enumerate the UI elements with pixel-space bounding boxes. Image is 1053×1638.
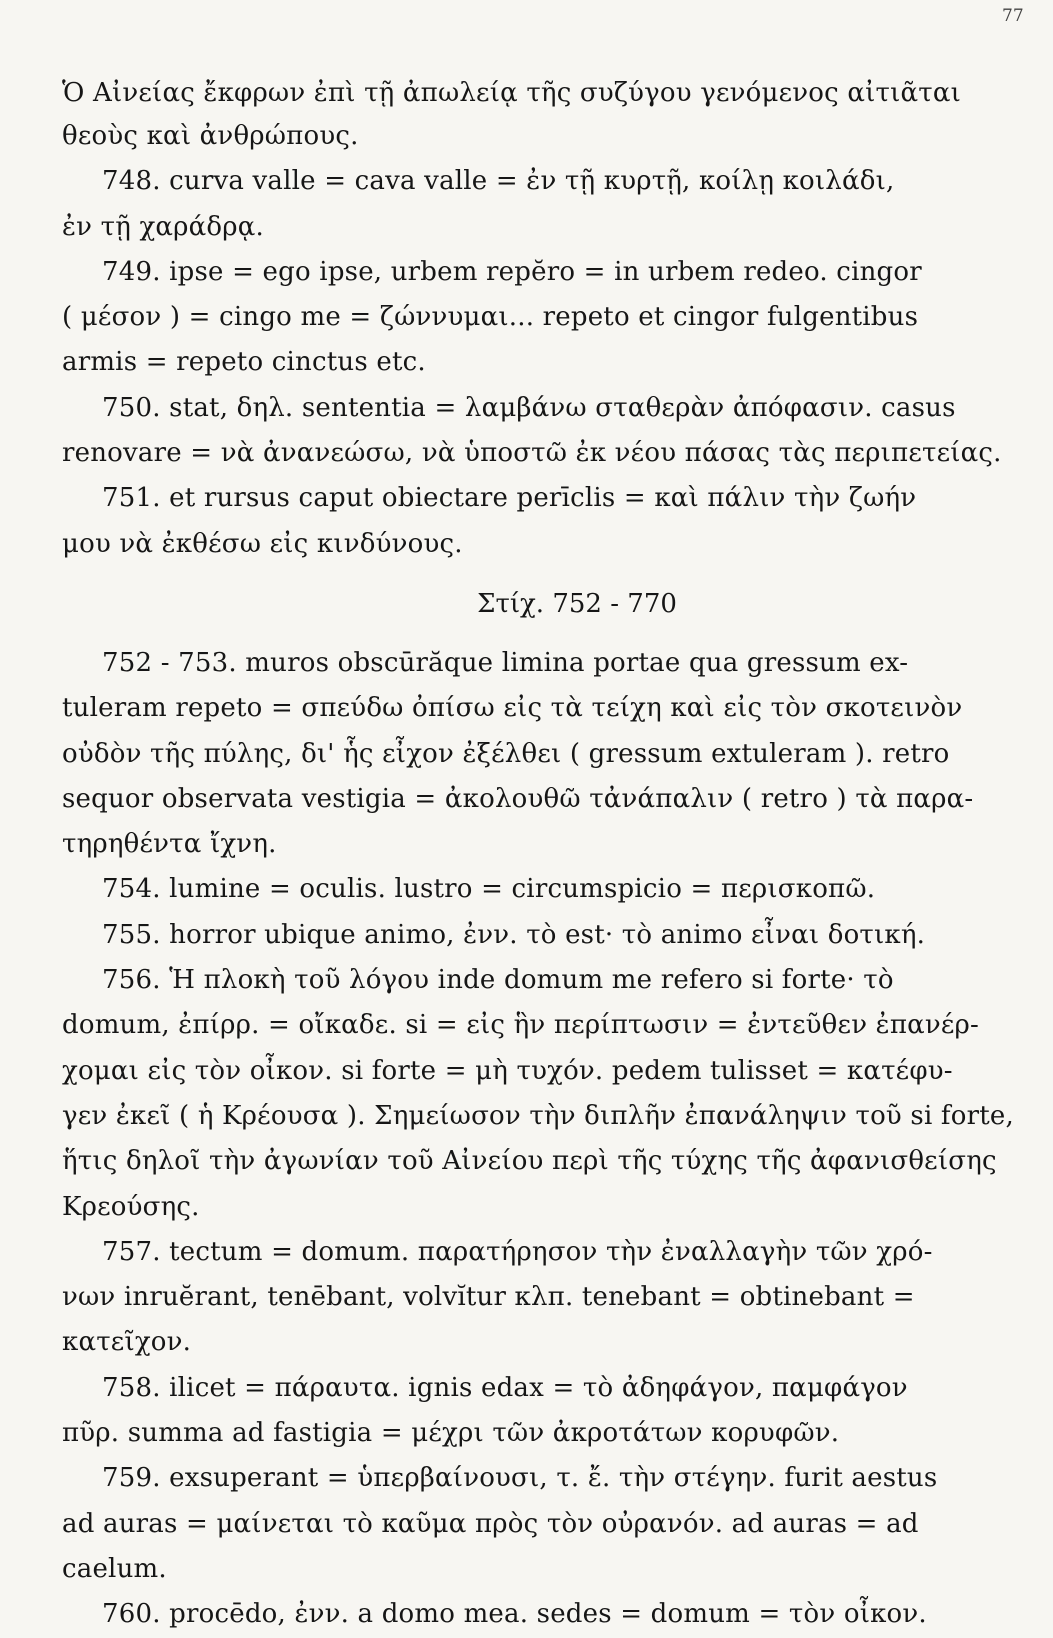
text-line: 758. ilicet = πάραυτα. ignis edax = τὸ ἀδηφάγον, παμφάγον bbox=[102, 1372, 908, 1403]
text-line: ἥτις δηλοῖ τὴν ἀγωνίαν τοῦ Αἰνείου περὶ τῆς τύχης τῆς ἀφανισθείσης bbox=[62, 1146, 997, 1177]
commentary-lines-before bbox=[62, 72, 1002, 567]
text-line: domum, ἐπίρρ. = οἴκαδε. si = εἰς ἣν περίπτωσιν = ἐντεῦθεν ἐπανέρ- bbox=[62, 1010, 980, 1041]
text-line: χομαι εἰς τὸν οἶκον. si forte = μὴ τυχόν. pedem tulisset = κατέφυ- bbox=[62, 1055, 953, 1086]
text-line: Κρεούσης. bbox=[62, 1191, 200, 1222]
text-line: Ὁ Αἰνείας ἔκφρων ἐπὶ τῇ ἀπωλείᾳ τῆς συζύγου γενόμενος αἰτιᾶται bbox=[62, 78, 961, 108]
text-line: ad auras = μαίνεται τὸ καῦμα πρὸς τὸν οὐρανόν. ad auras = ad bbox=[62, 1508, 919, 1539]
text-line: 755. horror ubique animo, ἐνν. τὸ est· τὸ animo εἶναι δοτική. bbox=[102, 919, 926, 950]
text-line: ἐν τῇ χαράδρᾳ. bbox=[62, 211, 264, 242]
text-line: 751. et rursus caput obiectare perīclis = καὶ πάλιν τὴν ζωήν bbox=[102, 483, 917, 514]
text-line: tuleram repeto = σπεύδω ὀπίσω εἰς τὰ τείχη καὶ εἰς τὸν σκοτεινὸν bbox=[62, 693, 963, 724]
text-line: οὐδὸν τῆς πύλης, δι' ἧς εἶχον ἐξέλθει ( gressum extuleram ). retro bbox=[62, 738, 950, 769]
text-line: sequor observata vestigia = ἀκολουθῶ τἀνάπαλιν ( retro ) τὰ παρα- bbox=[62, 783, 974, 814]
text-line: 760. procēdo, ἐνν. a domo mea. sedes = domum = τὸν οἶκον. bbox=[102, 1599, 927, 1630]
text-line: πῦρ. summa ad fastigia = μέχρι τῶν ἀκροτάτων κορυφῶν. bbox=[62, 1418, 840, 1449]
text-line: 757. tectum = domum. παρατήρησον τὴν ἐναλλαγὴν τῶν χρό- bbox=[102, 1236, 933, 1267]
commentary-lines-after bbox=[62, 641, 1014, 1638]
text-line: caelum. bbox=[62, 1553, 167, 1584]
text-line: 752 - 753. muros obscūrăque limina portae qua gressum ex- bbox=[102, 647, 909, 678]
text-line: ( μέσον ) = cingo me = ζώννυμαι... repeto et cingor fulgentibus bbox=[62, 302, 919, 333]
text-line: τηρηθέντα ἴχνη. bbox=[62, 829, 277, 860]
text-line: μου νὰ ἐκθέσω εἰς κινδύνους. bbox=[62, 528, 463, 559]
text-line: 749. ipse = ego ipse, urbem repĕro = in urbem redeo. cingor bbox=[102, 256, 922, 287]
text-line: νων inruĕrant, tenēbant, volvĭtur κλπ. tenebant = obtinebant = bbox=[62, 1282, 915, 1313]
page-number: 77 bbox=[1002, 6, 1024, 26]
text-line: θεοὺς καὶ ἀνθρώπους. bbox=[62, 121, 359, 151]
text-line: 748. curva valle = cava valle = ἐν τῇ κυρτῇ, κοίλῃ κοιλάδι, bbox=[102, 166, 895, 197]
text-line: 759. exsuperant = ὑπερβαίνουσι, τ. ἔ. τὴν στέγην. furit aestus bbox=[102, 1463, 938, 1494]
commentary-text bbox=[62, 72, 1014, 1638]
text-line: γεν ἐκεῖ ( ἡ Κρέουσα ). Σημείωσον τὴν διπλῆν ἐπανάληψιν τοῦ si forte, bbox=[62, 1100, 1014, 1131]
text-line: 754. lumine = oculis. lustro = circumspicio = περισκοπῶ. bbox=[102, 874, 876, 905]
section-heading: Στίχ. 752 - 770 bbox=[477, 588, 677, 619]
text-line: 750. stat, δηλ. sententia = λαμβάνω σταθερὰν ἀπόφασιν. casus bbox=[102, 392, 956, 423]
text-line: renovare = νὰ ἀνανεώσω, νὰ ὑποστῶ ἐκ νέου πάσας τὰς περιπετείας. bbox=[62, 438, 1002, 469]
text-line: κατεῖχον. bbox=[62, 1327, 192, 1358]
text-line: armis = repeto cinctus etc. bbox=[62, 347, 426, 378]
text-line: 756. Ἡ πλοκὴ τοῦ λόγου inde domum me refero si forte· τὸ bbox=[102, 965, 894, 996]
